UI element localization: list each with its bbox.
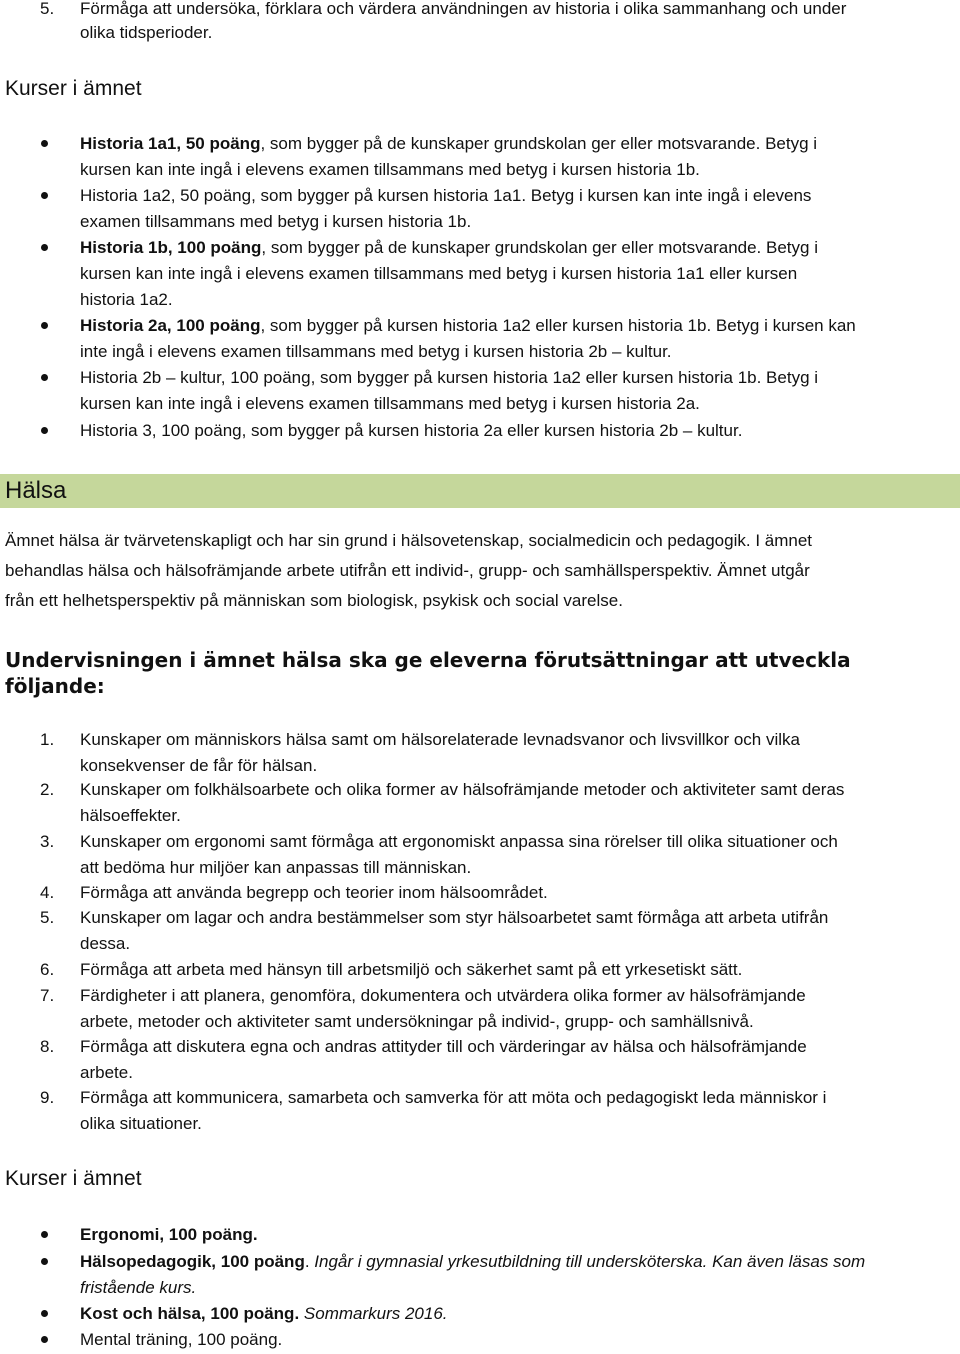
list-number: 4. [40,883,55,902]
bullet-icon [41,1231,48,1238]
list-item-text: Historia 2b – kultur, 100 poäng, som bygger på kursen historia 1a2 eller kursen historia 1b. Betyg i [80,368,819,387]
list-number: 2. [40,780,55,799]
list-item-text: Historia 1a2, 50 poäng, som bygger på kursen historia 1a1. Betyg i kursen kan inte ingå i elevens [80,186,812,205]
list-item-text: Färdigheter i att planera, genomföra, dokumentera och utvärdera olika former av hälsofrämjande [80,986,806,1005]
bullet-icon [41,1258,48,1265]
list-item-text: Historia 3, 100 poäng, som bygger på kursen historia 2a eller kursen historia 2b – kultur. [80,421,743,440]
list-item-text: Kunskaper om lagar och andra bestämmelser som styr hälsoarbetet samt förmåga att arbeta utifrån [80,908,829,927]
list-item-text: konsekvenser de får för hälsan. [80,756,318,775]
paragraph-line: behandlas hälsa och hälsofrämjande arbete utifrån ett individ-, grupp- och samhällsperspektiv. Ämnet utgår [5,561,810,580]
list-item: Hälsopedagogik, 100 poäng. Ingår i gymnasial yrkesutbildning till undersköterska. Kan även läsas som [80,1252,866,1271]
subheading: Undervisningen i ämnet hälsa ska ge eleverna förutsättningar att utveckla [5,648,851,672]
list-item-text: Kunskaper om folkhälsoarbete och olika former av hälsofrämjande metoder och aktiviteter samt deras [80,780,845,799]
list-item-text: Förmåga att arbeta med hänsyn till arbetsmiljö och säkerhet samt på ett yrkesetiskt sätt. [80,960,743,979]
list-item-text: kursen kan inte ingå i elevens examen tillsammans med betyg i kursen historia 1b. [80,160,700,179]
list-item-text: kursen kan inte ingå i elevens examen tillsammans med betyg i kursen historia 2a. [80,394,700,413]
list-number: 3. [40,832,55,851]
list-item-text: hälsoeffekter. [80,806,181,825]
list-item-text: Kunskaper om ergonomi samt förmåga att ergonomiskt anpassa sina rörelser till olika situationer och [80,832,838,851]
list-item-text: att bedöma hur miljöer kan anpassas till människan. [80,858,472,877]
list-item-text: kursen kan inte ingå i elevens examen tillsammans med betyg i kursen historia 1a1 eller kursen [80,264,798,283]
bullet-icon [41,427,48,434]
bullet-icon [41,192,48,199]
list-item-text: olika tidsperioder. [80,23,213,42]
list-item-text: arbete, metoder och aktiviteter samt undersökningar på individ-, grupp- och samhällsnivå. [80,1012,754,1031]
list-number: 8. [40,1037,55,1056]
list-item-text: Förmåga att använda begrepp och teorier inom hälsoområdet. [80,883,548,902]
paragraph-line: från ett helhetsperspektiv på människan som biologisk, psykisk och social varelse. [5,591,623,610]
list-item-text: olika situationer. [80,1114,202,1133]
list-item-text: fristående kurs. [80,1278,197,1297]
list-item: Historia 2a, 100 poäng, som bygger på kursen historia 1a2 eller kursen historia 1b. Betyg i kursen kan [80,316,856,335]
section-heading: Kurser i ämnet [5,77,142,100]
list-item-text: Mental träning, 100 poäng. [80,1330,283,1349]
bullet-icon [41,1310,48,1317]
list-item-text: historia 1a2. [80,290,173,309]
paragraph-line: Ämnet hälsa är tvärvetenskapligt och har sin grund i hälsovetenskap, socialmedicin och pedagogik. I ämnet [5,531,813,550]
list-item-text: dessa. [80,934,131,953]
list-item-text: examen tillsammans med betyg i kursen historia 1b. [80,212,472,231]
list-item-text: Förmåga att undersöka, förklara och värdera användningen av historia i olika sammanhang och under [80,0,847,18]
section-band [0,474,960,508]
list-item-text: Förmåga att diskutera egna och andras attityder till och värderingar av hälsa och hälsofrämjande [80,1037,807,1056]
list-number: 5. [40,0,55,18]
list-number: 5. [40,908,55,927]
list-item-text: inte ingå i elevens examen tillsammans med betyg i kursen historia 2b – kultur. [80,342,672,361]
list-item: Ergonomi, 100 poäng. [80,1225,258,1244]
list-number: 9. [40,1088,55,1107]
list-number: 1. [40,730,55,749]
section-heading: Kurser i ämnet [5,1167,142,1190]
list-item-text: arbete. [80,1063,133,1082]
list-item-text: Kunskaper om människors hälsa samt om hälsorelaterade levnadsvanor och livsvillkor och vilka [80,730,800,749]
bullet-icon [41,374,48,381]
bullet-icon [41,140,48,147]
list-number: 7. [40,986,55,1005]
bullet-icon [41,1336,48,1343]
list-item-text: Förmåga att kommunicera, samarbeta och samverka för att möta och pedagogiskt leda människor i [80,1088,827,1107]
list-item: Historia 1b, 100 poäng, som bygger på de kunskaper grundskolan ger eller motsvarande. Betyg i [80,238,818,257]
list-item: Kost och hälsa, 100 poäng. Sommarkurs 2016. [80,1304,448,1323]
list-item: Historia 1a1, 50 poäng, som bygger på de kunskaper grundskolan ger eller motsvarande. Betyg i [80,134,818,153]
section-band-title: Hälsa [5,477,67,504]
bullet-icon [41,322,48,329]
list-number: 6. [40,960,55,979]
subheading: följande: [5,674,105,698]
bullet-icon [41,244,48,251]
